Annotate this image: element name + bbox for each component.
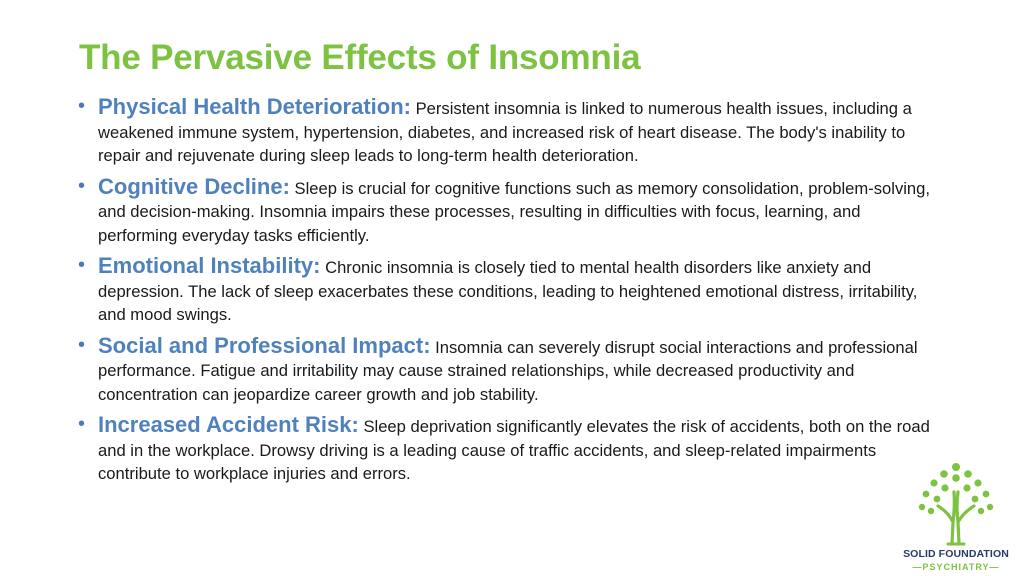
bullet-text: Sleep is crucial for cognitive functions such as memory consolidation, problem-solving, and decision-making. Insomnia impairs these processes, resulting in difficulties with focus, learning, and performing everyday tasks efficiently.	[98, 178, 930, 245]
bullet-accident-risk	[78, 413, 940, 486]
bullet-dot: •	[78, 413, 86, 435]
bullet-heading: Social and Professional Impact:	[98, 332, 431, 358]
bullet-text: Chronic insomnia is closely tied to mental health disorders like anxiety and depression. The lack of sleep exacerbates these conditions, leading to heightened emotional distress, irritability, and mood swings.	[98, 258, 918, 324]
bullet-dot: •	[78, 174, 86, 197]
logo-name: SOLID FOUNDATION	[903, 548, 1009, 560]
bullet-dot: •	[78, 333, 86, 356]
bullet-text: Persistent insomnia is linked to numerous health issues, including a weakened immune system, hypertension, diabetes, and increased risk of heart disease. The body's inability to repair and rejuvenate during sleep leads to long-term health deterioration.	[98, 99, 912, 165]
bullet-text: Insomnia can severely disrupt social interactions and professional performance. Fatigue and irritability may cause strained relationships, while decreased productivity and concentration can jeopardize career growth and job stability.	[98, 337, 918, 404]
bullet-heading: Cognitive Decline:	[98, 173, 290, 199]
bullet-emotional-instability	[78, 254, 940, 327]
bullet-social-professional	[78, 334, 940, 407]
tree-icon	[898, 462, 1014, 548]
bullet-heading: Emotional Instability:	[98, 253, 321, 278]
bullet-list	[78, 95, 940, 493]
bullet-cognitive-decline	[78, 175, 940, 248]
bullet-text: Sleep deprivation significantly elevates the risk of accidents, both on the road and in the workplace. Drowsy driving is a leading cause of traffic accidents, and sleep-related impairments contribute to workplace injuries and errors.	[98, 417, 930, 483]
bullet-physical-health	[78, 95, 940, 168]
bullet-heading: Increased Accident Risk:	[98, 412, 359, 437]
company-logo	[898, 462, 1014, 574]
bullet-dot: •	[78, 95, 86, 117]
bullet-dot: •	[78, 254, 86, 276]
slide-title: The Pervasive Effects of Insomnia	[79, 38, 641, 77]
logo-tagline: —PSYCHIATRY—	[912, 562, 1000, 572]
bullet-heading: Physical Health Deterioration:	[98, 94, 411, 119]
